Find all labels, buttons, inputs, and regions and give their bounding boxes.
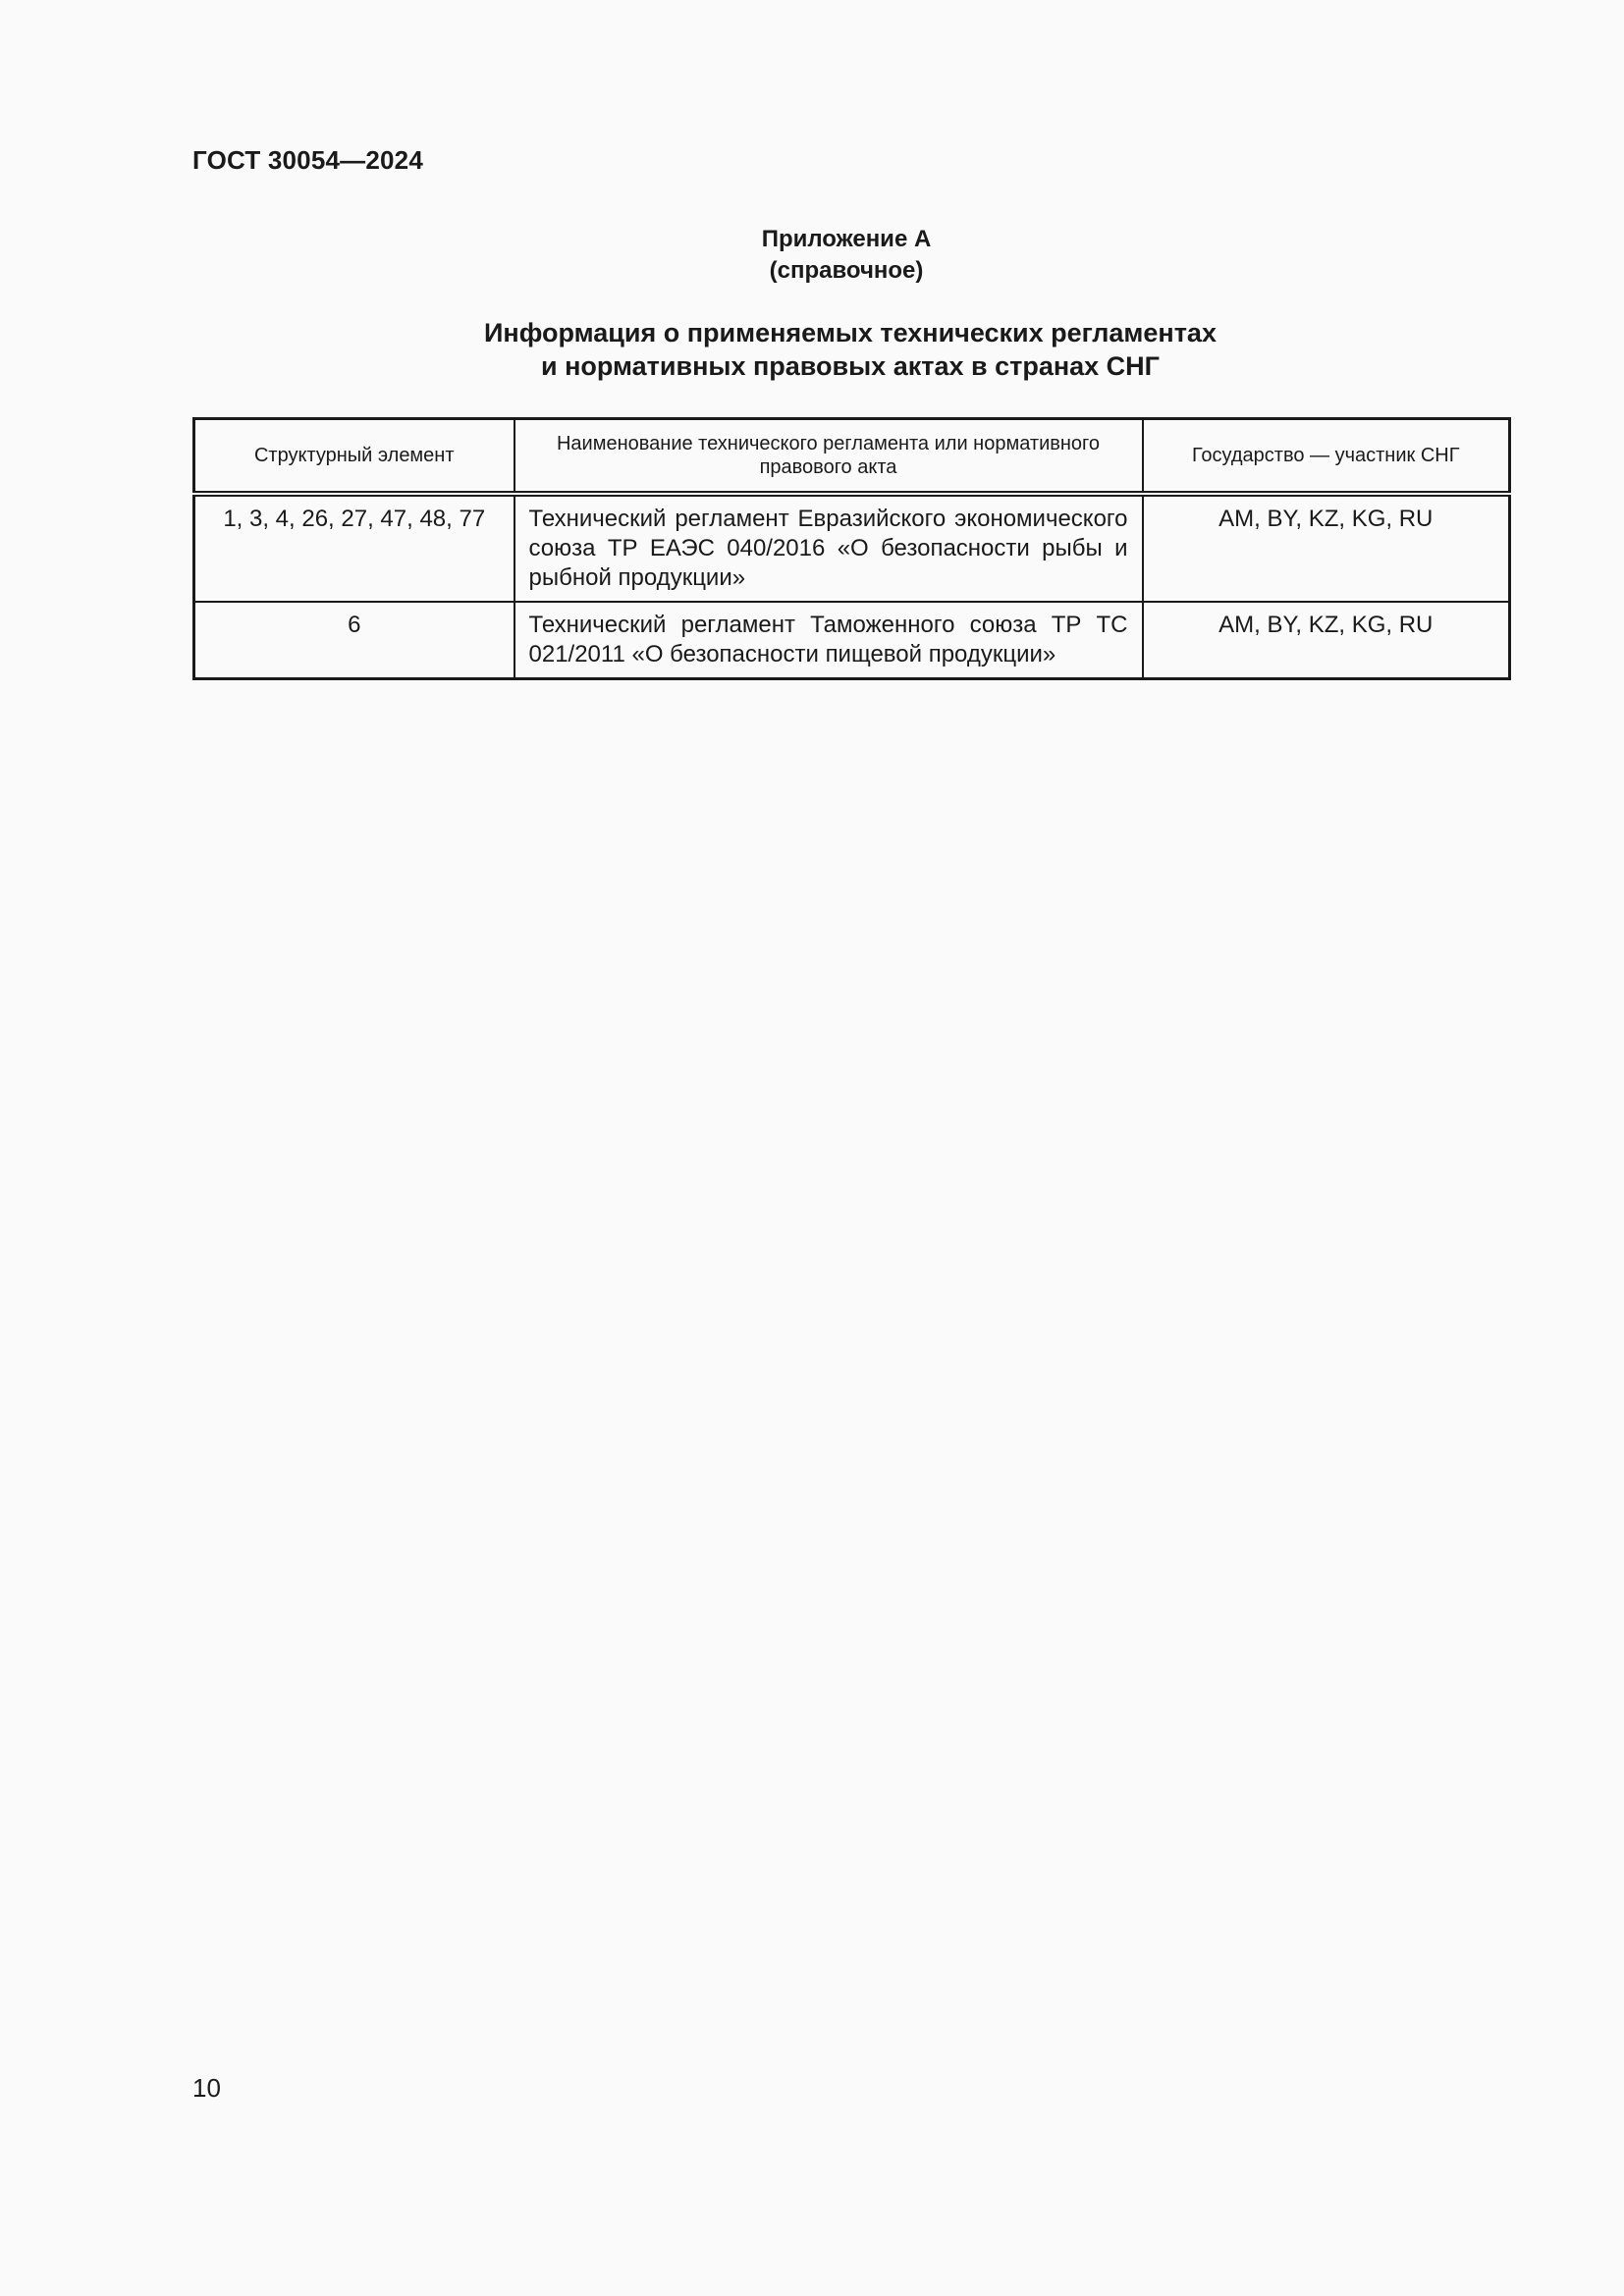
cell-element: 1, 3, 4, 26, 27, 47, 48, 77 <box>194 494 514 602</box>
cell-states: AM, BY, KZ, KG, RU <box>1143 494 1510 602</box>
heading-line-1: Информация о применяемых технических регламентах <box>484 318 1217 347</box>
document-code: ГОСТ 30054—2024 <box>192 145 423 175</box>
page-number: 10 <box>192 2073 221 2103</box>
column-header-element: Структурный элемент <box>194 419 514 495</box>
cell-regulation-name: Технический регламент Таможенного союза ТР ТС 021/2011 «О безопасности пищевой продукции» <box>514 602 1143 679</box>
appendix-title: Приложение А <box>761 226 932 252</box>
appendix-heading <box>192 316 1508 383</box>
regulations-table <box>192 417 1511 680</box>
appendix-caption <box>0 224 1624 287</box>
table-row <box>194 602 1510 679</box>
column-header-states: Государство — участник СНГ <box>1143 419 1510 495</box>
cell-element: 6 <box>194 602 514 679</box>
table-header-row <box>194 419 1510 495</box>
column-header-name: Наименование технического регламента или нормативного правового акта <box>514 419 1143 495</box>
table-row <box>194 494 1510 602</box>
heading-line-2: и нормативных правовых актах в странах СНГ <box>541 351 1160 381</box>
appendix-type: (справочное) <box>769 257 924 284</box>
cell-states: AM, BY, KZ, KG, RU <box>1143 602 1510 679</box>
cell-regulation-name: Технический регламент Евразийского экономического союза ТР ЕАЭС 040/2016 «О безопасности рыбы и рыбной продукции» <box>514 494 1143 602</box>
